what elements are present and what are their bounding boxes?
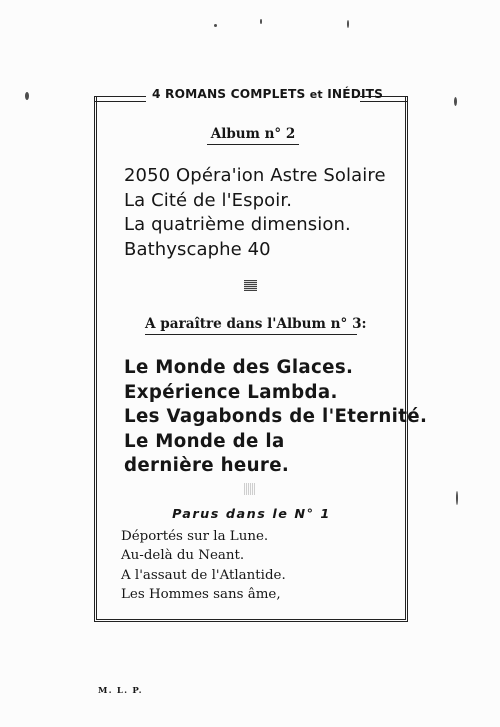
upcoming-title: Les Vagabonds de l'Eternité. bbox=[124, 406, 428, 427]
upcoming-titles-list bbox=[124, 356, 428, 479]
ink-speck bbox=[347, 20, 349, 28]
decorative-ornament bbox=[244, 280, 257, 291]
upcoming-title: Le Monde de la dernière heure. bbox=[124, 430, 290, 476]
album-contents-list bbox=[124, 164, 394, 263]
series-et: et bbox=[309, 88, 323, 101]
album-content-item: La Cité de l'Espoir. bbox=[124, 189, 293, 211]
series-inedits: INÉDITS bbox=[327, 87, 384, 101]
series-header bbox=[152, 87, 384, 101]
decorative-ornament bbox=[244, 483, 255, 495]
series-romans: ROMANS COMPLETS bbox=[165, 87, 306, 101]
ink-speck bbox=[260, 19, 262, 24]
upcoming-title: Le Monde des Glaces. bbox=[124, 357, 354, 378]
published-title: Déportés sur la Lune. bbox=[121, 529, 269, 544]
upcoming-heading: A paraître dans l'Album n° 3: bbox=[145, 316, 357, 335]
ink-speck bbox=[214, 24, 217, 27]
published-heading: Parus dans le N° 1 bbox=[172, 507, 331, 522]
ink-speck bbox=[454, 97, 457, 106]
album-content-item: La quatrième dimension. bbox=[124, 214, 351, 236]
ink-speck bbox=[25, 92, 29, 100]
ink-speck bbox=[456, 491, 458, 505]
album-content-item: Bathyscaphe 40 bbox=[124, 239, 271, 261]
series-number: 4 bbox=[152, 87, 161, 101]
published-titles-list bbox=[121, 527, 371, 604]
published-title: Au-delà du Neant. bbox=[121, 548, 245, 564]
album-label: Album n° 2 bbox=[207, 126, 299, 145]
album-content-item: 2050 Opéra'ion Astre Solaire bbox=[124, 165, 386, 186]
printer-code: M. L. P. bbox=[98, 686, 143, 696]
upcoming-title: Expérience Lambda. bbox=[124, 381, 338, 403]
published-title: A l'assaut de l'Atlantide. bbox=[121, 567, 286, 583]
published-title: Les Hommes sans âme, bbox=[121, 586, 281, 602]
